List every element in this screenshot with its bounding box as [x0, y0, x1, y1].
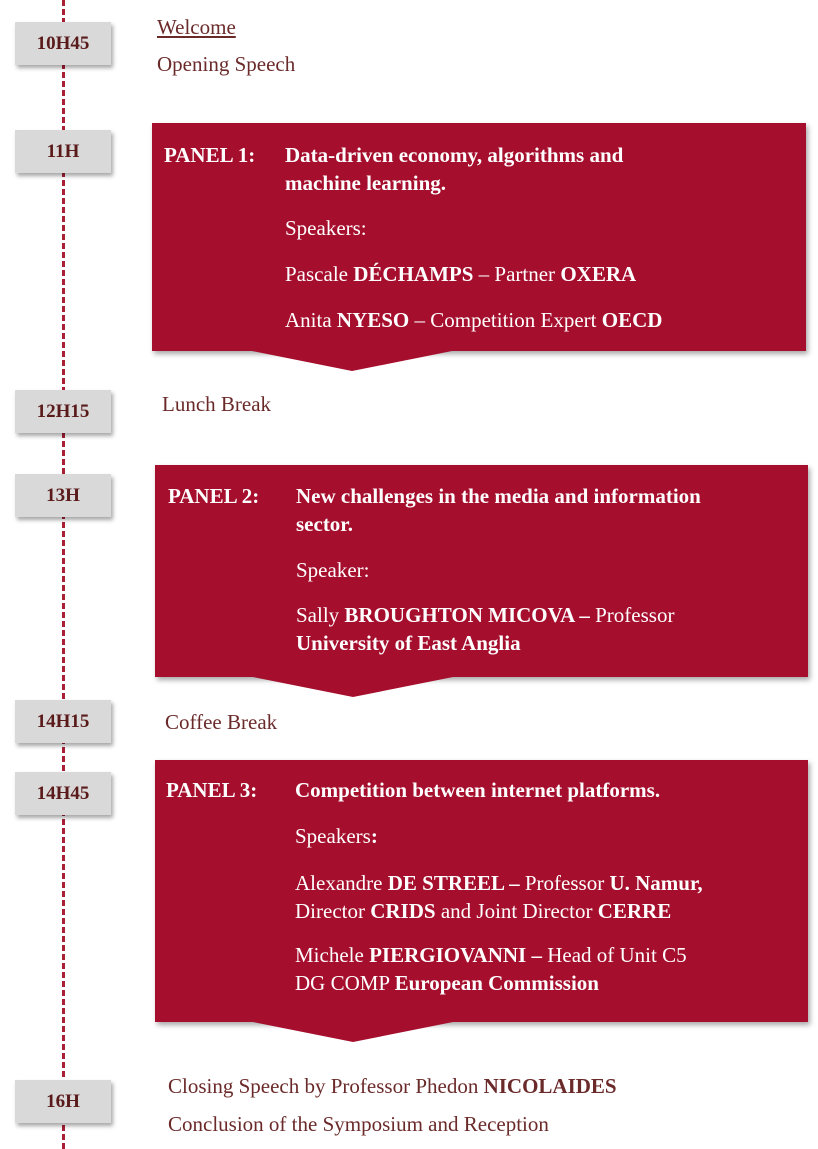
panel-2-label: PANEL 2:	[168, 484, 260, 508]
time-badge: 13H	[15, 474, 111, 517]
closing-speech-text: Closing Speech by Professor Phedon NICOLAIDES	[168, 1074, 617, 1098]
panel-1-speakers-heading: Speakers:	[285, 216, 367, 240]
panel-3-title-line1: Competition between internet platforms.	[295, 778, 661, 802]
panel-2-speaker-1: Sally BROUGHTON MICOVA – Professor	[296, 603, 675, 627]
panel-3-speakers-heading: Speakers:	[295, 824, 378, 848]
panel-3-speaker-1: Alexandre DE STREEL – Professor U. Namur,	[295, 871, 703, 895]
panel-3-label: PANEL 3:	[166, 778, 258, 802]
panel-3-box	[155, 760, 808, 1022]
time-badge: 16H	[15, 1080, 111, 1123]
welcome-text: Welcome	[157, 15, 236, 39]
panel-3-speaker-1-line2: Director CRIDS and Joint Director CERRE	[295, 899, 672, 923]
panel-1-title-line1: Data-driven economy, algorithms and	[285, 143, 624, 167]
panel-1-speaker-1: Pascale DÉCHAMPS – Partner OXERA	[285, 262, 637, 286]
panel-2-title-line1: New challenges in the media and information	[296, 484, 701, 508]
panel-1-label: PANEL 1:	[164, 143, 256, 167]
panel-2-box	[155, 465, 808, 677]
time-badge: 10H45	[15, 22, 111, 65]
panel-1-title-line2: machine learning.	[285, 171, 446, 195]
conclusion-text: Conclusion of the Symposium and Reception	[168, 1112, 549, 1136]
panel-1-speaker-2: Anita NYESO – Competition Expert OECD	[285, 308, 663, 332]
opening-speech-text: Opening Speech	[157, 52, 296, 76]
time-badge: 14H15	[15, 700, 111, 743]
panel-2-title-line2: sector.	[296, 512, 353, 536]
panel-3-speaker-2: Michele PIERGIOVANNI – Head of Unit C5	[295, 943, 687, 967]
lunch-break-text: Lunch Break	[162, 392, 272, 416]
panel-1-box	[152, 123, 806, 351]
panel-arrow	[253, 1022, 453, 1042]
panel-2-speakers-heading: Speaker:	[296, 558, 370, 582]
panel-3-speaker-2-line2: DG COMP European Commission	[295, 971, 599, 995]
panel-arrow	[253, 677, 453, 697]
panel-2-speaker-1-org: University of East Anglia	[296, 631, 521, 655]
coffee-break-text: Coffee Break	[165, 710, 278, 734]
time-badge: 11H	[15, 130, 111, 173]
time-badge: 14H45	[15, 772, 111, 815]
time-badge: 12H15	[15, 390, 111, 433]
panel-arrow	[252, 351, 452, 371]
